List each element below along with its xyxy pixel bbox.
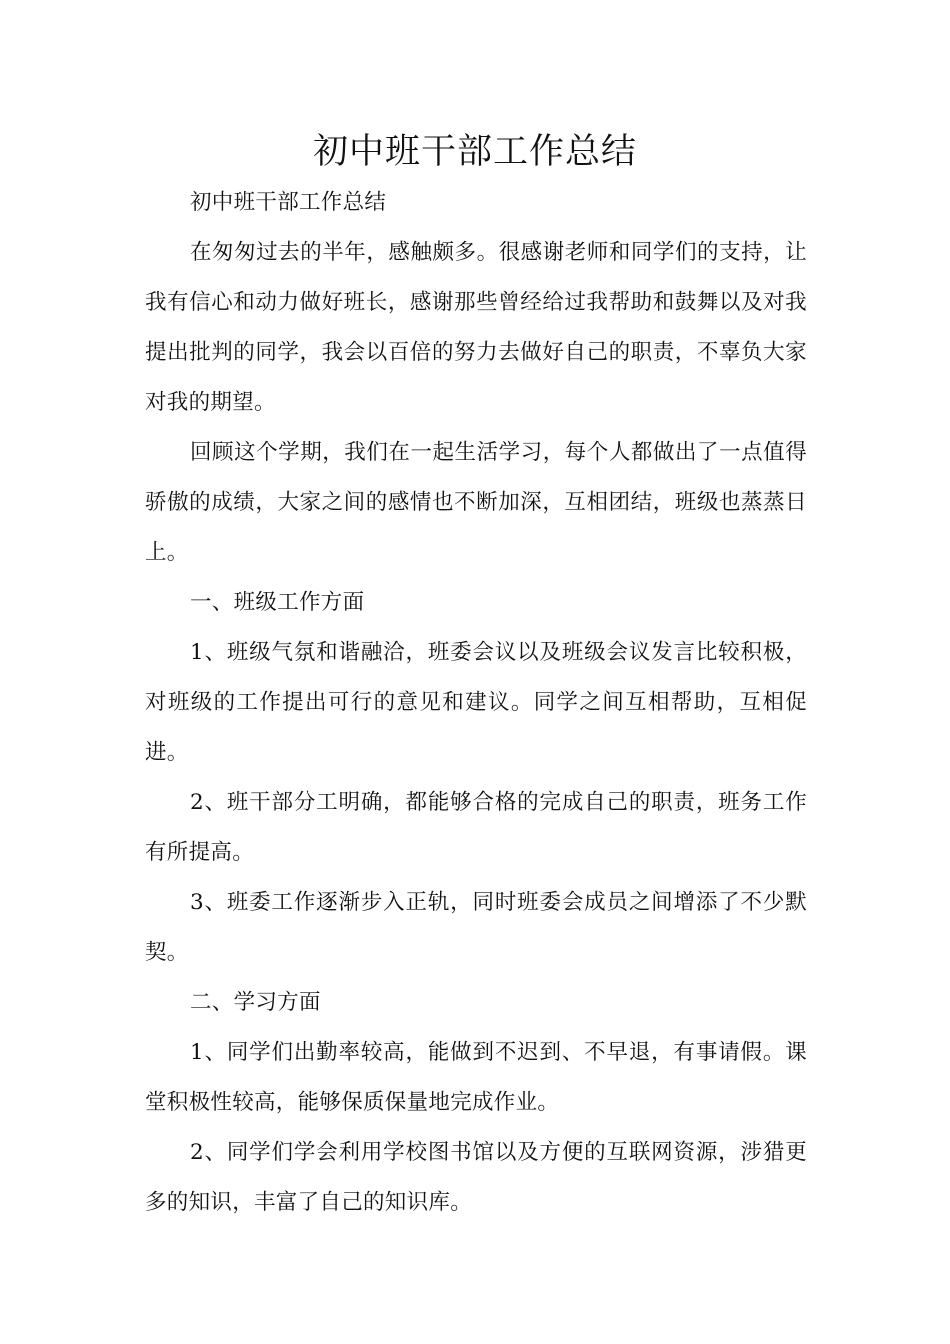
paragraph-class-work-1: 1、班级气氛和谐融洽，班委会议以及班级会议发言比较积极，对班级的工作提出可行的意见和建议。同学之间互相帮助，互相促进。 [145,640,807,765]
section-heading-class-work: 一、班级工作方面 [190,590,365,615]
document-body [145,178,807,1228]
section-heading-study: 二、学习方面 [190,990,321,1015]
document-title: 初中班干部工作总结 [312,132,637,172]
paragraph-study-1: 1、同学们出勤率较高，能做到不迟到、不早退，有事请假。课堂积极性较高，能够保质保量地完成作业。 [145,1040,807,1115]
paragraph-study-2: 2、同学们学会利用学校图书馆以及方便的互联网资源，涉猎更多的知识，丰富了自己的知识库。 [145,1140,807,1215]
paragraph-review: 回顾这个学期，我们在一起生活学习，每个人都做出了一点值得骄傲的成绩，大家之间的感情也不断加深，互相团结，班级也蒸蒸日上。 [145,440,807,565]
paragraph-class-work-2: 2、班干部分工明确，都能够合格的完成自己的职责，班务工作有所提高。 [145,790,807,865]
paragraph-class-work-3: 3、班委工作逐渐步入正轨，同时班委会成员之间增添了不少默契。 [145,890,807,965]
paragraph-intro: 在匆匆过去的半年，感触颇多。很感谢老师和同学们的支持，让我有信心和动力做好班长，感谢那些曾经给过我帮助和鼓舞以及对我提出批判的同学，我会以百倍的努力去做好自己的职责，不辜负大家对我的期望。 [145,240,807,415]
paragraph-subtitle: 初中班干部工作总结 [190,190,387,215]
